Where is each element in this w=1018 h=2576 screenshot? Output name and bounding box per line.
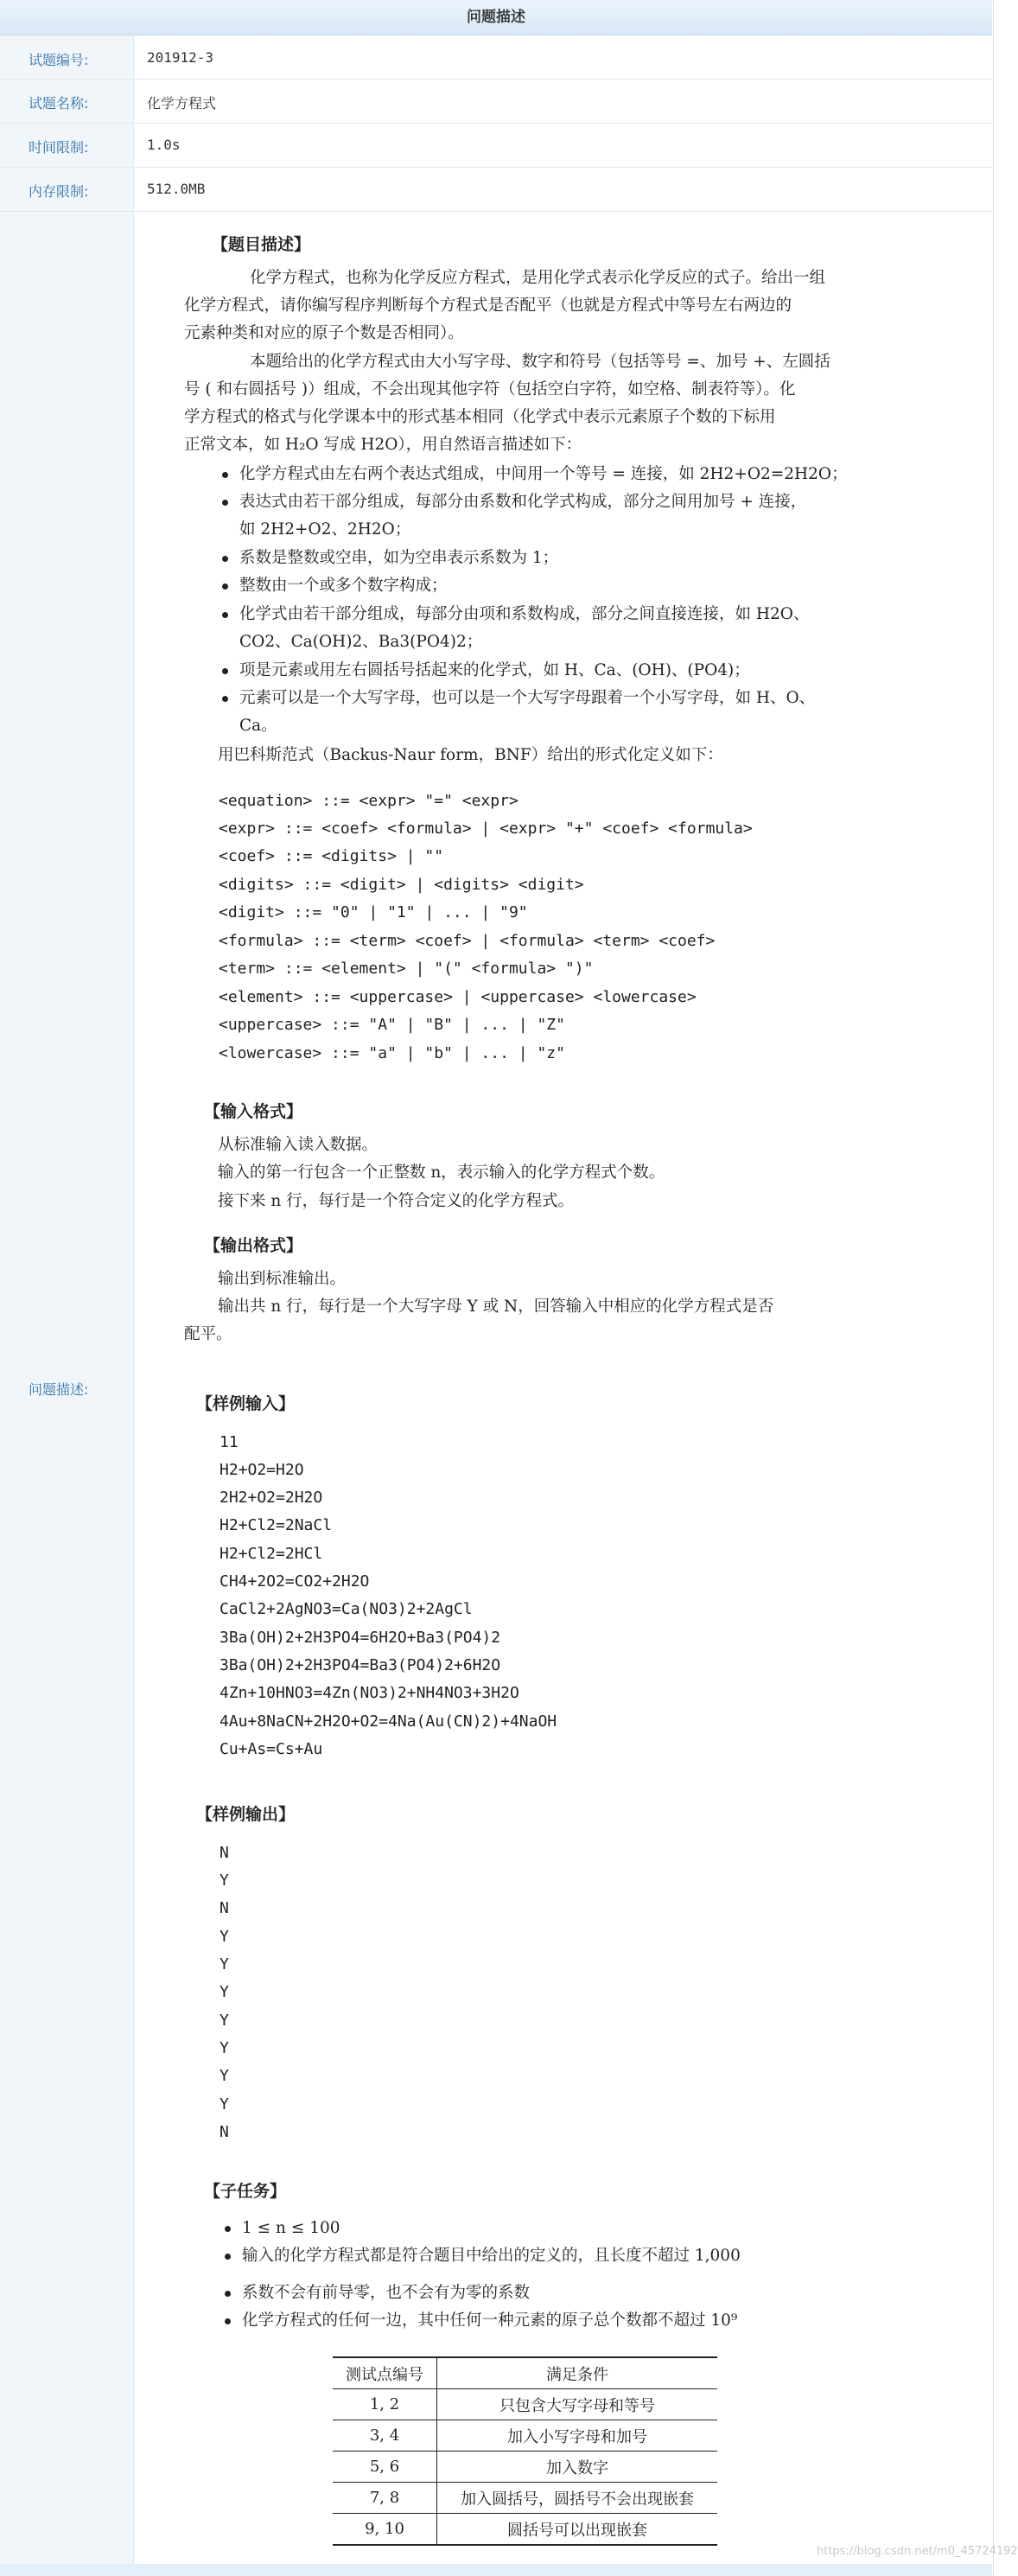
table-cell: 只包含大写字母和等号 [499,2396,655,2415]
subtask-item: 系数不会有前导零，也不会有为零的系数 [242,2280,530,2307]
list-item: 整数由一个或多个数字构成； [239,572,448,600]
output-line: 输出到标准输出。 [218,1270,347,1288]
meta-row-name [0,80,992,124]
bottom-bar [0,2564,992,2576]
table-row [333,2420,717,2452]
input-line: 接下来 n 行，每行是一个符合定义的化学方程式。 [218,1192,575,1210]
paragraph-line: 化学方程式，也称为化学反应方程式，是用化学式表示化学反应的式子。给出一组 [250,269,826,287]
bnf-line: <term> ::= <element> | "(" <formula> ")" [219,960,594,978]
meta-label: 试题编号: [29,52,89,68]
sample-input-line: 3Ba(OH)2+2H3PO4=6H2O+Ba3(PO4)2 [220,1629,501,1647]
subtask-item: 化学方程式的任何一边，其中任何一种元素的原子总个数都不超过 10⁹ [242,2307,737,2335]
sample-input-line: H2+Cl2=2HCl [220,1545,323,1563]
paragraph-line: 元素种类和对应的原子个数是否相同）。 [184,324,464,342]
subtask-item: 1 ≤ n ≤ 100 [242,2215,340,2242]
section-title-sample-output: 【样例输出】 [196,1805,296,1824]
sample-output-line: Y [220,2067,229,2085]
table-cell: 加入小写字母和加号 [507,2427,647,2446]
bnf-line: <lowercase> ::= "a" | "b" | ... | "z" [219,1044,565,1062]
table-cell: 加入圆括号，圆括号不会出现嵌套 [461,2490,694,2509]
header-title: 问题描述 [0,0,992,35]
meta-value: 201912-3 [147,49,214,66]
sample-input-line: 4Au+8NaCN+2H2O+O2=4Na(Au(CN)2)+4NaOH [220,1712,557,1731]
paragraph-line: 号 ( 和右圆括号 )）组成，不会出现其他字符（包括空白字符，如空格、制表符等）。化 [184,380,796,399]
table-cell: 7, 8 [333,2483,437,2514]
table-cell: 9, 10 [333,2514,437,2546]
bnf-line: <expr> ::= <coef> <formula> | <expr> "+" <coef> <formula> [219,819,753,838]
sample-output-line: Y [220,2039,229,2057]
table-header: 测试点编号 [333,2357,437,2389]
bnf-line: <digit> ::= "0" | "1" | ... | "9" [219,903,528,921]
list-item-continuation: Ca。 [239,717,277,735]
input-line: 从标准输入读入数据。 [218,1136,379,1154]
problem-content [134,211,1018,2562]
section-title-output: 【输出格式】 [204,1236,303,1255]
sample-output-line: N [220,2123,229,2141]
list-item: 项是元素或用左右圆括号括起来的化学式，如 H、Ca、(OH)、(PO4)； [239,657,750,685]
meta-value: 化学方程式 [147,95,217,112]
sample-output-line: Y [220,2012,229,2030]
list-item: 表达式由若干部分组成，每部分由系数和化学式构成，部分之间用加号 + 连接， [239,488,806,516]
paragraph-line: 学方程式的格式与化学课本中的形式基本相同（化学式中表示元素原子个数的下标用 [184,408,776,426]
list-item-continuation: 如 2H2+O2、2H2O； [239,520,411,539]
sample-input-line: CaCl2+2AgNO3=Ca(NO3)2+2AgCl [220,1600,473,1618]
bnf-line: <uppercase> ::= "A" | "B" | ... | "Z" [219,1016,565,1034]
sample-output-line: Y [220,1955,229,1973]
sample-input-line: 11 [220,1433,239,1451]
bnf-line: <element> ::= <uppercase> | <uppercase> <lowercase> [219,988,697,1006]
paragraph-line: 化学方程式，请你编写程序判断每个方程式是否配平（也就是方程式中等号左右两边的 [184,296,792,315]
section-title-subtask: 【子任务】 [204,2182,287,2201]
meta-value: 512.0MB [147,181,206,197]
table-row [333,2452,717,2483]
table-row [333,2514,717,2546]
meta-row-memory [0,168,992,212]
meta-label: 试题名称: [29,95,89,112]
sample-output-line: Y [220,1928,229,1946]
sample-input-line: H2+Cl2=2NaCl [220,1516,333,1534]
table-row [333,2389,717,2420]
meta-label: 内存限制: [29,183,89,200]
table-cell: 加入数字 [546,2458,608,2477]
subtask-table [333,2356,717,2546]
bnf-line: <formula> ::= <term> <coef> | <formula> <term> <coef> [219,932,716,950]
table-row [333,2483,717,2514]
list-item-continuation: CO2、Ca(OH)2、Ba3(PO4)2； [239,633,483,651]
bnf-line: <coef> ::= <digits> | "" [219,847,444,865]
meta-row-time [0,124,992,168]
list-item: 元素可以是一个大写字母，也可以是一个大写字母跟着一个小写字母，如 H、O、 [239,685,815,712]
section-title-input: 【输入格式】 [204,1102,303,1121]
sample-input-line: CH4+2O2=CO2+2H2O [220,1572,370,1591]
output-line: 输出共 n 行，每行是一个大写字母 Y 或 N，回答输入中相应的化学方程式是否 [218,1298,774,1316]
list-item: 化学方程式由左右两个表达式组成，中间用一个等号 = 连接，如 2H2+O2=2H2O； [239,461,848,488]
sample-output-line: N [220,1899,229,1917]
sample-input-line: 4Zn+10HNO3=4Zn(NO3)2+NH4NO3+3H2O [220,1684,519,1702]
output-line: 配平。 [184,1325,232,1343]
sample-input-line: 2H2+O2=2H2O [220,1489,323,1507]
table-cell: 5, 6 [333,2452,437,2483]
section-title-description: 【题目描述】 [212,235,311,254]
watermark: https://blog.csdn.net/m0_45724192 [817,2545,1018,2558]
table-cell: 3, 4 [333,2420,437,2452]
sample-input-line: 3Ba(OH)2+2H3PO4=Ba3(PO4)2+6H2O [220,1656,501,1674]
subtask-item: 输入的化学方程式都是符合题目中给出的定义的，且长度不超过 1,000 [242,2242,741,2270]
sample-output-line: N [220,1844,229,1862]
sample-input-line: H2+O2=H2O [220,1461,304,1479]
table-cell: 圆括号可以出现嵌套 [507,2521,647,2540]
list-item: 系数是整数或空串，如为空串表示系数为 1； [239,545,558,572]
input-line: 输入的第一行包含一个正整数 n，表示输入的化学方程式个数。 [218,1164,665,1182]
sample-output-line: Y [220,1871,229,1890]
sample-output-line: Y [220,2095,229,2114]
sample-output-line: Y [220,1983,229,2001]
paragraph-line: 正常文本，如 H₂O 写成 H2O），用自然语言描述如下： [184,436,582,454]
bnf-line: <equation> ::= <expr> "=" <expr> [219,792,519,810]
meta-label: 时间限制: [29,139,89,156]
table-header: 满足条件 [546,2365,608,2384]
paragraph-line: 本题给出的化学方程式由大小写字母、数字和符号（包括等号 =、加号 +、左圆括 [250,353,830,371]
sample-input-line: Cu+As=Cs+Au [220,1740,323,1758]
bnf-intro: 用巴科斯范式（Backus-Naur form，BNF）给出的形式化定义如下： [218,746,723,764]
description-label: 问题描述: [29,1381,89,1398]
section-title-sample-input: 【样例输入】 [196,1394,296,1413]
meta-row-id [0,35,992,80]
bnf-line: <digits> ::= <digit> | <digits> <digit> [219,876,584,894]
table-cell: 1, 2 [333,2389,437,2420]
meta-value: 1.0s [147,137,181,153]
list-item: 化学式由若干部分组成，每部分由项和系数构成，部分之间直接连接，如 H2O、 [239,601,809,628]
